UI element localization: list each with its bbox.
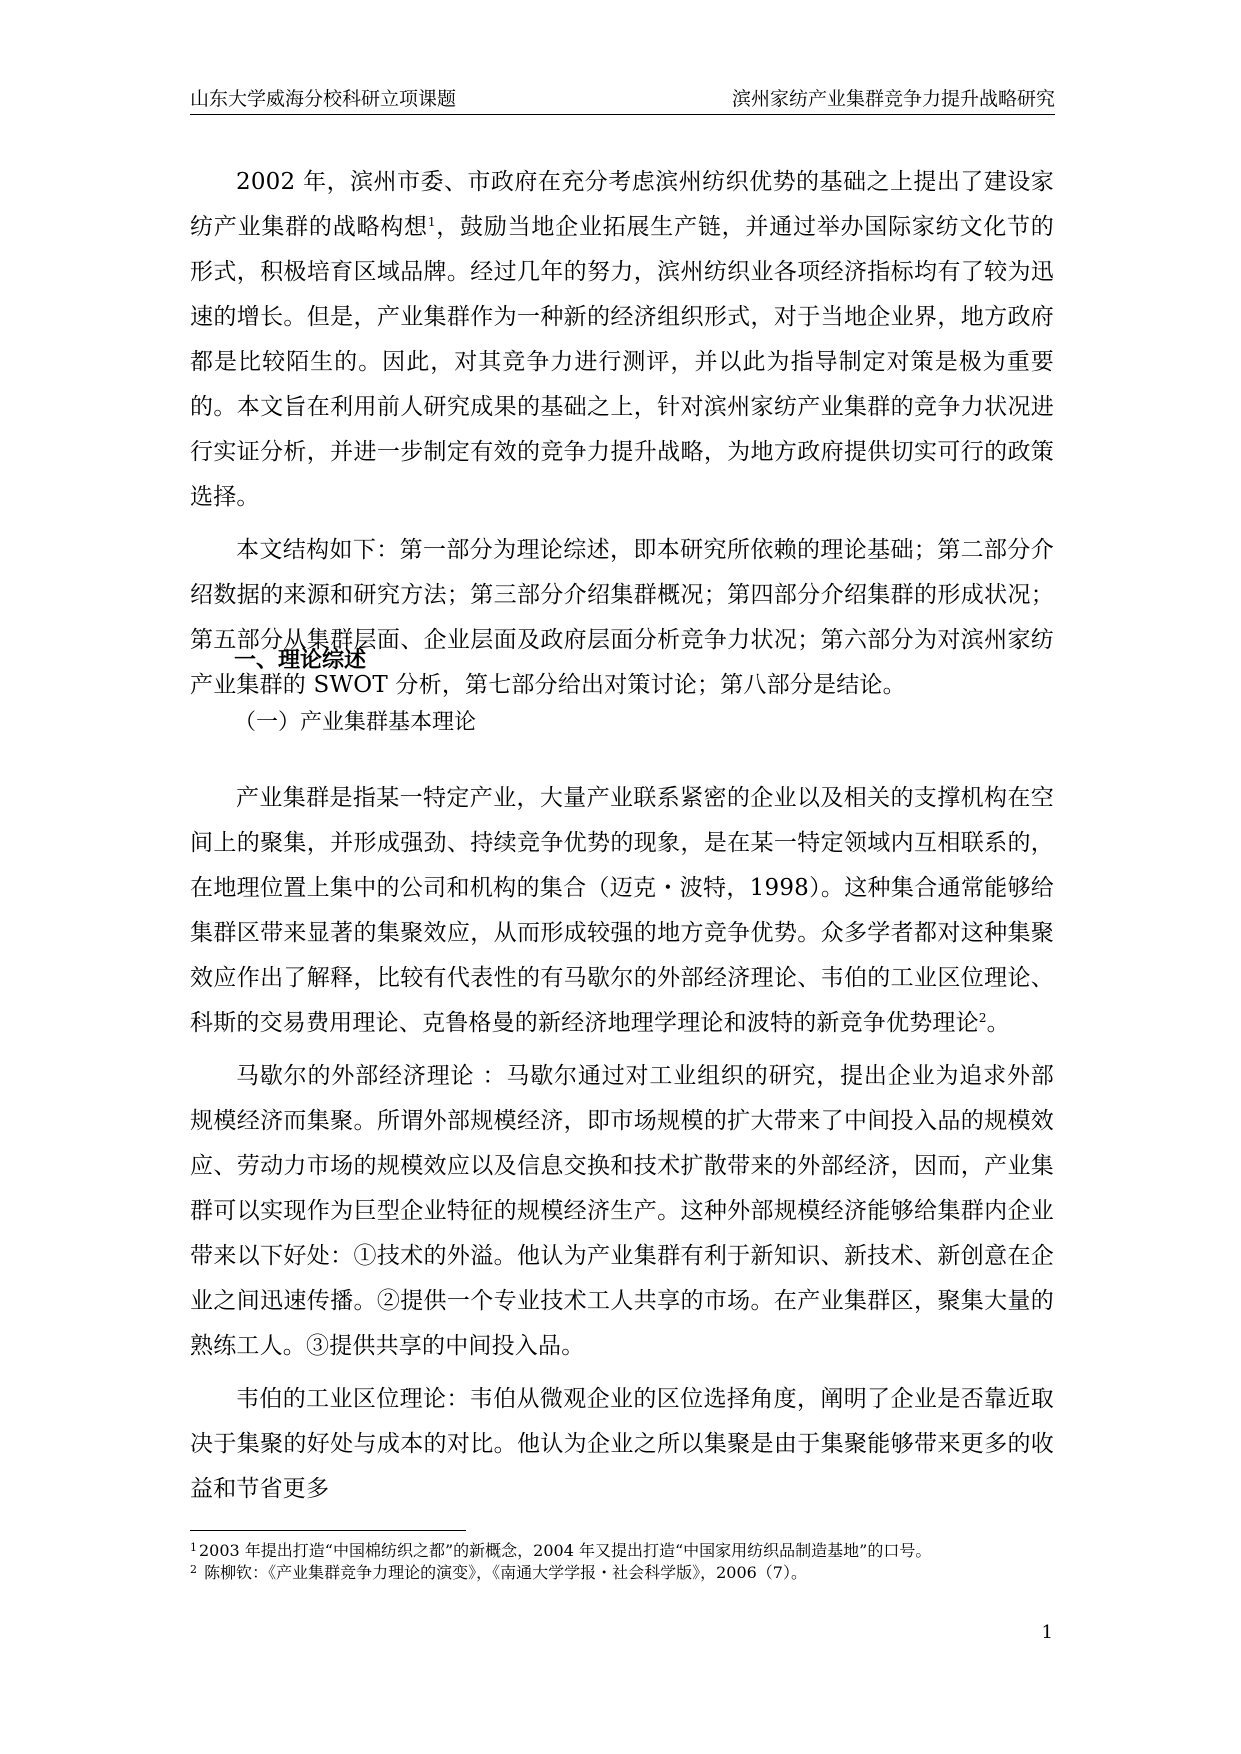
page-number: 1: [1041, 1622, 1053, 1643]
footnote-1: $^1$ 2003 年提出打造“中国棉纺织之都”的新概念，2004 年又提出打造“中国家用纺织品制造基地”的口号。: [190, 1541, 932, 1560]
cluster-definition-paragraph: 产业集群是指某一特定产业，大量产业联系紧密的企业以及相关的支撑机构在空间上的聚集，并形成强劲、持续竞争优势的现象，是在某一特定领域内互相联系的，在地理位置上集中的公司和机构的集合（迈克・波特，1998）。这种集合通常能够给集群区带来显著的集聚效应，从而形成较强的地方竞争优势。众多学者都对这种集聚效应作出了解释，比较有代表性的有马歇尔的外部经济理论、韦伯的工业区位理论、科斯的交易费用理论、克鲁格曼的新经济地理学理论和波特的新竞争优势理论$^2$。: [190, 785, 1054, 1036]
subsection-heading: （一）产业集群基本理论: [234, 710, 477, 735]
footnote-divider: [190, 1530, 466, 1531]
footnote-ref-1: 1: [427, 215, 436, 229]
footnote-2: $^2$ 陈柳钦：《产业集群竞争力理论的演变》，《南通大学学报・社会科学版》，2006（7）。: [190, 1563, 807, 1582]
header-right-title: 滨州家纺产业集群竞争力提升战略研究: [731, 88, 1055, 110]
section-body: [190, 776, 1054, 1512]
header-divider: [190, 114, 1055, 115]
section-heading: 一、理论综述: [234, 647, 367, 673]
marshall-paragraph: 马歇尔的外部经济理论 ：马歇尔通过对工业组织的研究，提出企业为追求外部规模经济而集聚。所谓外部规模经济，即市场规模的扩大带来了中间投入品的规模效应、劳动力市场的规模效应以及信息交换和技术扩散带来的外部经济，因而，产业集群可以实现作为巨型企业特征的规模经济生产。这种外部规模经济能够给集群内企业带来以下好处：①技术的外溢。他认为产业集群有利于新知识、新技术、新创意在企业之间迅速传播。②提供一个专业技术工人共享的市场。在产业集群区，聚集大量的熟练工人。③提供共享的中间投入品。: [190, 1063, 1054, 1359]
document-body: [190, 160, 1055, 1502]
intro-paragraph-2: 本文结构如下：第一部分为理论综述，即本研究所依赖的理论基础；第二部分介绍数据的来源和研究方法；第三部分介绍集群概况；第四部分介绍集群的形成状况；第五部分从集群层面、企业层面及政府层面分析竞争力状况；第六部分为对滨州家纺产业集群的 SWOT 分析，第七部分给出对策讨论；第八部分是结论。: [190, 537, 1054, 698]
footnote-ref-2: 2: [978, 1011, 987, 1025]
footnotes: [190, 1540, 1060, 1584]
page-header: [190, 86, 1055, 116]
header-left-title: 山东大学威海分校科研立项课题: [190, 88, 457, 110]
intro-paragraph-1: 2002 年，滨州市委、市政府在充分考虑滨州纺织优势的基础之上提出了建设家纺产业集群的战略构想$^1$，鼓励当地企业拓展生产链，并通过举办国际家纺文化节的形式，积极培育区域品牌。经过几年的努力，滨州纺织业各项经济指标均有了较为迅速的增长。但是，产业集群作为一种新的经济组织形式，对于当地企业界，地方政府都是比较陌生的。因此，对其竞争力进行测评，并以此为指导制定对策是极为重要的。本文旨在利用前人研究成果的基础之上，针对滨州家纺产业集群的竞争力状况进行实证分析，并进一步制定有效的竞争力提升战略，为地方政府提供切实可行的政策选择。: [190, 169, 1055, 510]
weber-paragraph: 韦伯的工业区位理论：韦伯从微观企业的区位选择角度，阐明了企业是否靠近取决于集聚的好处与成本的对比。他认为企业之所以集聚是由于集聚能够带来更多的收益和节省更多: [190, 1386, 1054, 1502]
